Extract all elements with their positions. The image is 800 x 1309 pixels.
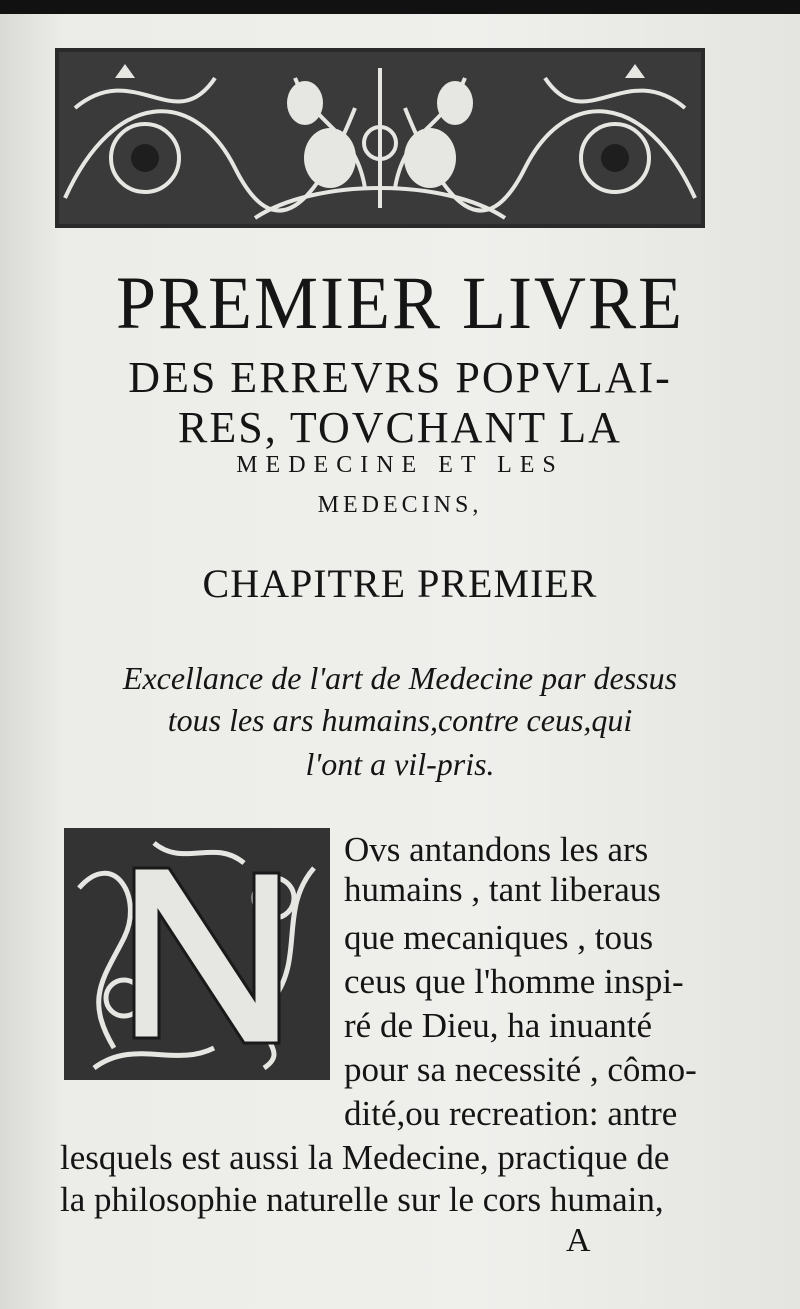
decorated-initial-n-icon	[64, 828, 330, 1080]
chapter-heading: CHAPITRE PREMIER	[202, 561, 598, 606]
body-text-line-1: Ovs antandons les ars	[344, 830, 649, 869]
page-top-shadow	[0, 0, 800, 14]
body-text-line-7: dité,ou recreation: antre	[344, 1094, 678, 1133]
book-subtitle-line-2: RES, TOVCHANT LA	[178, 403, 622, 452]
body-text-line-2: humains , tant liberaus	[344, 870, 661, 909]
book-subtitle-line-1: DES ERREVRS POPVLAI-	[128, 353, 672, 402]
chapter-summary-line-1: Excellance de l'art de Medecine par dessus	[122, 660, 678, 696]
book-subtitle-line-4: MEDECINS,	[317, 492, 483, 518]
body-text-line-9: la philosophie naturelle sur le cors humain,	[60, 1180, 664, 1219]
book-title: PREMIER LIVRE	[115, 260, 684, 345]
body-text-line-8: lesquels est aussi la Medecine, practique de	[60, 1138, 670, 1177]
body-text-line-5: ré de Dieu, ha inuanté	[344, 1006, 653, 1045]
chapter-summary-line-3: l'ont a vil-pris.	[305, 746, 495, 782]
body-text-line-6: pour sa necessité , cômo-	[344, 1050, 697, 1089]
body-text-line-4: ceus que l'homme inspi-	[344, 962, 684, 1001]
body-text-line-3: que mecaniques , tous	[344, 918, 654, 957]
floral-cherub-headpiece-icon	[55, 48, 705, 228]
book-subtitle-line-3: MEDECINE ET LES	[236, 452, 564, 478]
chapter-summary-line-2: tous les ars humains,contre ceus,qui	[167, 702, 633, 738]
signature-mark: A	[566, 1222, 591, 1259]
